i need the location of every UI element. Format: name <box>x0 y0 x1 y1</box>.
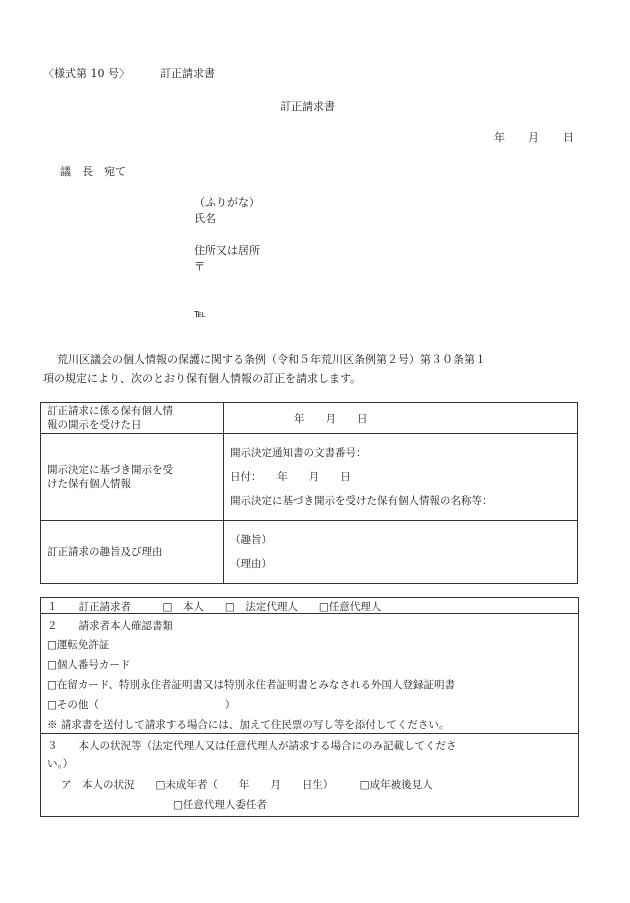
form-title: 訂正請求書 <box>160 67 215 80</box>
intro-paragraph <box>43 350 583 388</box>
table-row <box>41 521 578 584</box>
requester-type-row[interactable]: １ 訂正請求者 □ 本人 □ 法定代理人 □任意代理人 <box>47 601 382 613</box>
id-option-mynumber[interactable]: □個人番号カード <box>47 659 131 671</box>
furigana-label: （ふりがな） <box>194 196 260 209</box>
id-option-other[interactable]: □その他（ ） <box>47 699 236 711</box>
disclosed-info-field[interactable] <box>224 434 578 521</box>
status-row-principal[interactable]: □任意代理人委任者 <box>173 799 267 811</box>
reason-label: （理由） <box>230 558 272 570</box>
id-option-residence-card[interactable]: □在留カード、特別永住者証明書又は特別永住者証明書とみなされる外国人登録証明書 <box>47 679 455 691</box>
requester-section <box>40 597 579 817</box>
date-day-label: 日 <box>563 131 574 144</box>
form-number: 〈様式第 10 号〉 <box>43 67 130 80</box>
received-date-label-line1: 訂正請求に係る保有個人情 <box>47 405 173 417</box>
status-row-minor[interactable]: ア 本人の状況 □未成年者（ 年 月 日生） □成年被後見人 <box>61 779 433 791</box>
received-date-label <box>41 403 224 434</box>
id-option-license[interactable]: □運転免許証 <box>47 639 110 651</box>
table-row <box>41 403 578 434</box>
status-title-cont: い。） <box>47 758 74 770</box>
date-month-label: 月 <box>528 131 539 144</box>
attachment-note: ※ 請求書を送付して請求する場合には、加えて住民票の写し等を添付してください。 <box>47 719 450 731</box>
disclosed-info-label-line2: けた保有個人情報 <box>47 478 131 490</box>
id-docs-title: ２ 請求者本人確認書類 <box>47 620 173 632</box>
divider <box>41 733 578 734</box>
received-date-label-line2: 報の開示を受けた日 <box>47 419 142 431</box>
page-title: 訂正請求書 <box>280 100 335 113</box>
addressee: 議 長 宛て <box>60 165 126 178</box>
disclosed-info-label <box>41 434 224 521</box>
postal-mark: 〒 <box>194 260 205 273</box>
intro-line-2: 項の規定により、次のとおり保有個人情報の訂正を請求します。 <box>43 372 362 385</box>
correction-table <box>40 402 578 584</box>
received-date-field[interactable] <box>224 403 578 434</box>
table-row <box>41 434 578 521</box>
divider <box>41 613 578 614</box>
name-label: 氏名 <box>194 212 216 225</box>
purpose-reason-field[interactable] <box>224 521 578 584</box>
disclosed-info-label-line1: 開示決定に基づき開示を受 <box>47 464 173 476</box>
purpose-reason-label-text: 訂正請求の趣旨及び理由 <box>47 546 163 558</box>
doc-number-label: 開示決定通知書の文書番号： <box>230 447 367 459</box>
date-year-label: 年 <box>494 131 505 144</box>
purpose-reason-label <box>41 521 224 584</box>
address-label: 住所又は居所 <box>194 244 260 257</box>
purpose-label: （趣旨） <box>230 534 272 546</box>
received-date-value: 年 月 日 <box>294 412 368 425</box>
tel-mark: ℡ <box>194 307 206 320</box>
intro-line-1: 荒川区議会の個人情報の保護に関する条例（令和５年荒川区条例第２号）第３０条第１ <box>57 353 486 366</box>
status-title: ３ 本人の状況等（法定代理人又は任意代理人が請求する場合にのみ記載してくださ <box>47 740 457 752</box>
info-name-label: 開示決定に基づき開示を受けた保有個人情報の名称等： <box>230 495 493 507</box>
disclosure-date-label: 日付： 年 月 日 <box>230 471 351 483</box>
